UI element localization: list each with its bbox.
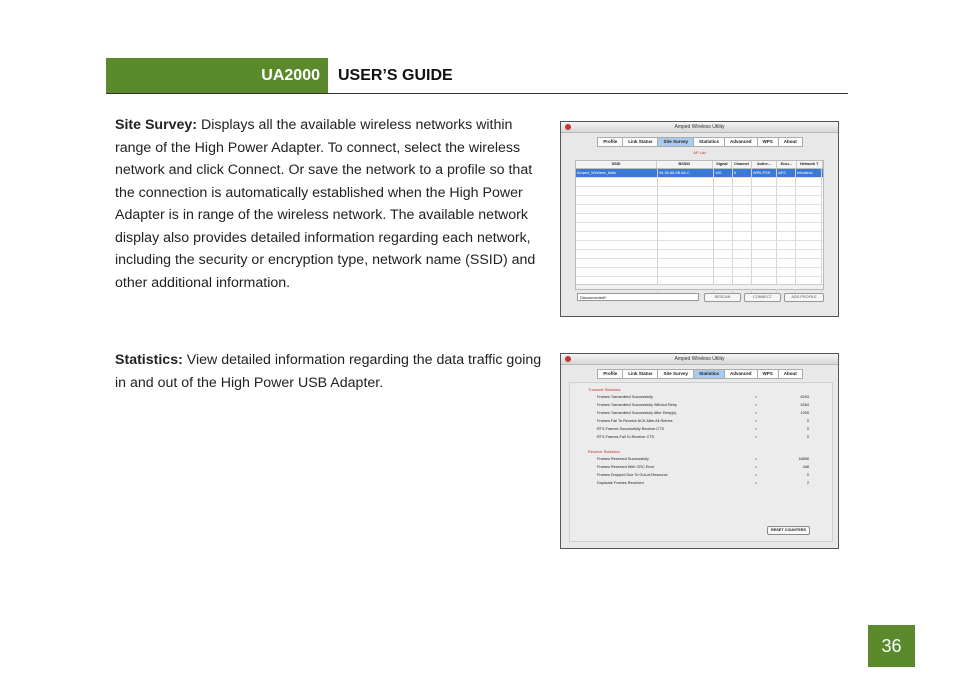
table-row[interactable]	[576, 223, 823, 232]
stat-label: Frames Transmitted Successfully	[597, 395, 653, 399]
stat-equals: =	[755, 435, 758, 439]
stat-label: Frames Fail To Receive ACK After All Retries	[597, 419, 673, 423]
stat-row	[597, 427, 809, 434]
close-icon[interactable]	[565, 356, 571, 362]
cell-authentication: WPA-PSK	[752, 169, 777, 177]
table-row[interactable]	[576, 169, 823, 178]
tab-wps[interactable]: WPS	[757, 369, 779, 379]
table-row[interactable]	[576, 259, 823, 268]
site-survey-paragraph	[115, 114, 545, 294]
stat-label: RTS Frames Successfully Receive CTS	[597, 427, 665, 431]
tab-link-status[interactable]: Link Status	[622, 369, 658, 379]
stat-label: RTS Frames Fail To Receive CTS	[597, 435, 655, 439]
stat-label: Frames Transmitted Successfully Without Retry	[597, 403, 677, 407]
tab-about[interactable]: About	[778, 137, 803, 147]
site-survey-screenshot	[560, 121, 839, 317]
tab-advanced[interactable]: Advanced	[724, 369, 758, 379]
window-title: Amped Wireless Utility	[674, 356, 725, 362]
site-survey-footer	[577, 293, 824, 301]
stat-value: 6293	[800, 395, 809, 399]
tab-site-survey[interactable]: Site Survey	[657, 369, 694, 379]
cell-network-type: Infrastruc	[796, 169, 822, 177]
transmit-statistics-label: Transmit Statistics	[588, 387, 621, 392]
stat-label: Frames Transmitted Successfully After Retry(s)	[597, 411, 677, 415]
statistics-heading: Statistics:	[115, 352, 183, 368]
stat-value: 16896	[798, 457, 809, 461]
column-network-type[interactable]: Network T	[797, 161, 823, 168]
stat-label: Frames Received Successfully	[597, 457, 649, 461]
ap-list-table	[575, 160, 824, 290]
table-header	[576, 161, 823, 169]
tab-statistics[interactable]: Statistics	[693, 137, 725, 147]
stat-row	[597, 411, 809, 418]
table-row[interactable]	[576, 196, 823, 205]
table-row[interactable]	[576, 268, 823, 277]
window-titlebar	[561, 122, 838, 133]
stat-row	[597, 457, 809, 464]
header-divider	[106, 93, 848, 94]
tab-advanced[interactable]: Advanced	[724, 137, 758, 147]
stat-equals: =	[755, 427, 758, 431]
table-row[interactable]	[576, 178, 823, 187]
statistics-text: View detailed information regarding the data traffic going in and out of the High Power USB Adapter.	[115, 352, 542, 391]
stat-equals: =	[755, 465, 758, 469]
stat-value: 0	[806, 419, 809, 423]
tab-wps[interactable]: WPS	[757, 137, 779, 147]
connection-status: Disconnected!!	[577, 293, 699, 301]
add-profile-button[interactable]: ADD PROFILE	[784, 293, 824, 302]
tab-profile[interactable]: Profile	[597, 369, 623, 379]
window-titlebar	[561, 354, 838, 365]
stat-equals: =	[755, 395, 758, 399]
stat-label: Frames Received With CRC Error	[597, 465, 655, 469]
statistics-screenshot	[560, 353, 839, 549]
connect-button[interactable]: CONNECT	[744, 293, 781, 302]
stat-value: 5284	[800, 403, 809, 407]
window-title: Amped Wireless Utility	[674, 124, 725, 130]
stat-equals: =	[755, 411, 758, 415]
stat-row	[597, 465, 809, 472]
tab-statistics[interactable]: Statistics	[693, 369, 725, 379]
cell-bssid: 06-36-88-5B-66-C	[658, 169, 714, 177]
column-authentication[interactable]: Authe...	[752, 161, 777, 168]
stat-row	[597, 473, 809, 480]
stat-value: 0	[806, 473, 809, 477]
stat-row	[597, 395, 809, 402]
stat-label: Duplicate Frames Received	[597, 481, 644, 485]
stat-equals: =	[755, 419, 758, 423]
column-ssid[interactable]: SSID	[576, 161, 657, 168]
column-encryption[interactable]: Encr...	[777, 161, 797, 168]
site-survey-text: Displays all the available wireless networks within range of the High Power Adapter. To connect, select the wireless network and click Connect. Or save the network to a profile so that the connection is automatically established when the High Power Adapter is in range of the wireless network. The available network display also provides detailed information regarding each network, including the security or encryption type, network name (SSID) and other additional information.	[115, 117, 536, 291]
site-survey-heading: Site Survey:	[115, 117, 198, 133]
receive-statistics-label: Receive Statistics	[588, 449, 620, 454]
stat-row	[597, 481, 809, 488]
cell-encryption: AES	[777, 169, 796, 177]
stat-label: Frames Dropped Due To Out-of-Resource	[597, 473, 668, 477]
table-row[interactable]	[576, 232, 823, 241]
tab-bar	[561, 369, 838, 379]
stat-row	[597, 403, 809, 410]
table-row[interactable]	[576, 205, 823, 214]
tab-site-survey[interactable]: Site Survey	[657, 137, 694, 147]
page-number: 36	[868, 625, 915, 667]
stat-equals: =	[755, 473, 758, 477]
table-row[interactable]	[576, 250, 823, 259]
column-channel[interactable]: Channel	[732, 161, 752, 168]
header-model: UA2000	[261, 67, 320, 84]
rescan-button[interactable]: RESCAN	[704, 293, 741, 302]
horizontal-scrollbar[interactable]	[576, 284, 823, 289]
header-title: USER’S GUIDE	[338, 67, 453, 84]
stat-value: 1009	[800, 411, 809, 415]
reset-counters-button[interactable]: RESET COUNTERS	[767, 526, 810, 535]
close-icon[interactable]	[565, 124, 571, 130]
tab-link-status[interactable]: Link Status	[622, 137, 658, 147]
column-signal[interactable]: Signal	[713, 161, 733, 168]
column-bssid[interactable]: BSSID	[657, 161, 713, 168]
table-row[interactable]	[576, 241, 823, 250]
tab-profile[interactable]: Profile	[597, 137, 623, 147]
header-model-badge	[106, 58, 328, 94]
stat-row	[597, 419, 809, 426]
stat-equals: =	[755, 403, 758, 407]
stat-row	[597, 435, 809, 442]
tab-bar	[561, 137, 838, 147]
stat-value: 448	[802, 465, 809, 469]
cell-channel: 6	[733, 169, 752, 177]
table-row[interactable]	[576, 187, 823, 196]
stat-value: 2	[806, 481, 809, 485]
table-row[interactable]	[576, 214, 823, 223]
statistics-paragraph	[115, 349, 545, 394]
stat-equals: =	[755, 457, 758, 461]
cell-signal: 100	[714, 169, 733, 177]
cell-ssid: Amped_Wireless_Main	[576, 169, 658, 177]
tab-about[interactable]: About	[778, 369, 803, 379]
stat-equals: =	[755, 481, 758, 485]
stat-value: 0	[806, 435, 809, 439]
ap-list-label: AP List	[693, 150, 706, 155]
stat-value: 0	[806, 427, 809, 431]
